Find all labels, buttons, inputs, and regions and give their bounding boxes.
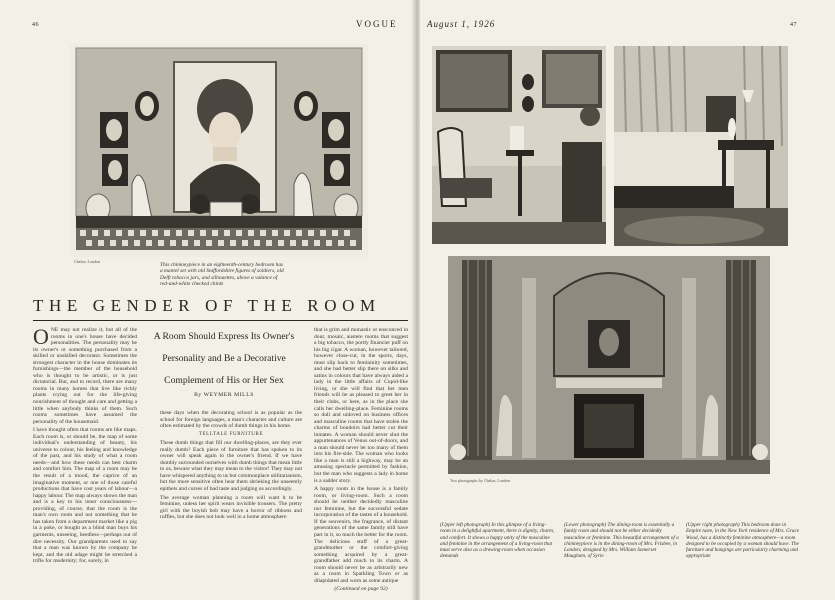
title-rule (33, 320, 408, 321)
photo-caption-left: This chimneypiece in an eighteenth-century bedroom has a mantel set with old Staffordshire figures of soldiers, old Delft tobacco jars, and silhouettes, above a valance of red-and-white checked chintz (160, 262, 284, 288)
article-deck: A Room Should Express Its Owner's Personality and Be a Decorative Complement of His or Her Sex (153, 331, 295, 386)
article-column-2: these days when the decorating school is as popular as the school for foreign languages, a man's character and culture are often estimated by the crowds of dumb things in his home. TELLTALE FURNITURE These dumb things that fill our dwelling-places, are they ever really dumb? Each piece of furniture that has spoken to its owner will speak again to the owner's friend. If we have dumbly surrounded ourselves with dumb things that mean little to us, beware what they may mean to the visitor! They may not have whispered anything to us but commonplace utilitarianism, but the more sensitive often hear them shrieking the unseemly epithets and curses of bad taste and judging us accordingly. The average woman planning a room will want it to be feminine, unless her spirit wears invisible trousers. The pretty girl with the boyish bob may have a horror of ribbons and ruffles, but she does not look well in a home atmosphere (160, 410, 302, 521)
page-number-left: 46 (32, 22, 39, 28)
caption-upper-right: (Upper right photograph) This bedroom done in Empire taste, in the New York residence of Mrs. Grace Wood, has a distinctly feminine atmosphere—a room designed to be occupied by a woman should have. The furniture and hangings are particularly charming and appropriate (686, 522, 800, 560)
dining-room-photo (448, 256, 770, 474)
magazine-header: VOGUE (356, 19, 398, 29)
caption-lower: (Lower photograph) The dining-room is essentially a family room and should not be either decidedly masculine or feminine. This beautiful arrangement of a chimneypiece is in the dining-room of Mrs. Frisbee, in London; designed by Mrs. William Somerset Maugham, of Syrie (564, 522, 679, 560)
chimneypiece-photo (70, 44, 368, 257)
article-column-3: that is grim and monastic or ensconced in dour, mosaic, austere rooms that suggest a big tobacco, the portly financier puff on his big cigar. A woman, however tailored, however close-cut, in the sports, days, must slip back to femininity sometimes, and she had better slip there on silks and satins in colours that have always aided a lady in the little affairs of Cupid-like living, or she will find that her men friends will be as pleased to greet her in their clubs, or here, as in the place she calls her dwelling-place. Feminine rooms so dull and unloved on business offices and masculine rooms that have stolen the charms of boudoirs had better cut their inmates. A woman should never shut the appurtenances of Venus out-of-doors, and a man should never let too many of them into his fire-side. The woman who looks like a man is still a highway, may be an amusing spectacle permitted by fashion, but the man who suggests a lady in home is a sadder story. A happy room in the house is a family room, or living-room. Such a room should be neither decidedly masculine nor feminine, but the successful sedate incorporation of the tastes of a household. If the souvenirs, the fragrance, of distant generations of the same family still have part in it, so much the better for the room. The delicious stuff of a great-grandmother or the comfort-giving something acquired by a great-grandfather add much to its charm. A room should never be as arbitrarily new as a room in Sparkling Town or as dilapidated and worn as some antique (Continued on page 92) (314, 327, 408, 593)
living-room-photo (432, 46, 606, 244)
continued-note: (Continued on page 92) (334, 586, 388, 593)
page-number-right: 47 (790, 22, 797, 28)
photo-credit-left: Chalon, London (74, 259, 100, 264)
left-page (0, 0, 414, 600)
caption-upper-left: (Upper left photograph) In this glimpse of a living-room in a delightful apartment, there is dignity, charm, and comfort. It shows a happy unity of the masculine and feminine in the arrangement of a living-room that must serve also as a drawing-room when occasion demands (440, 522, 555, 560)
article-title: THE GENDER OF THE ROOM (33, 296, 381, 315)
issue-date: August 1, 1926 (427, 19, 496, 29)
photo-credit-right: Two photographs by Chalon, London (450, 478, 510, 483)
article-column-1: ONE may not realize it, but all of the rooms in one's house have decided personalities. The personality may be its owner's or something purchased from a skilled or unskilled decorator. Sometimes the strongest character in the house dominates its furnishings—the member of the household who is thought to be artistic, or is just dictatorial. But, and to record, there are many rooms in many homes that live like richly plants crying out for the life-giving nourishment of thought and care and getting a little when anybody thinks of them. Such rooms sometimes have assumed the personality of the housemaid. I have thought often that rooms are like maps. Each room is, or should be, the map of some individual's understanding of beauty, his universe to colour, his feeling and knowledge of the past, and his study of what a room needs—and how these needs can best charm and comfort him. The map of a room may be the result of a mood, the caprice of an imaginative moment, or one of those careful productions that have cost years of labour—a happy labour. The map always shows the man and is a key to his inner consciousness—providing, of course, that the room is the man's own room and not something that he has taken from a department market like a pig in a poke, or bought as a blind man buys his garments, unseeing, heedless—perhaps out of dire necessity. Our grandparents used to say that a man was known by the company he kept, and the old adage might be stretched a trifle for modernity; for, surely, in (33, 327, 137, 565)
right-page (420, 0, 835, 600)
drop-cap: O (33, 327, 49, 349)
subhead-telltale-furniture: TELLTALE FURNITURE (198, 431, 264, 437)
byline: By WEYMER MILLS (194, 392, 254, 398)
bedroom-photo (614, 46, 788, 246)
